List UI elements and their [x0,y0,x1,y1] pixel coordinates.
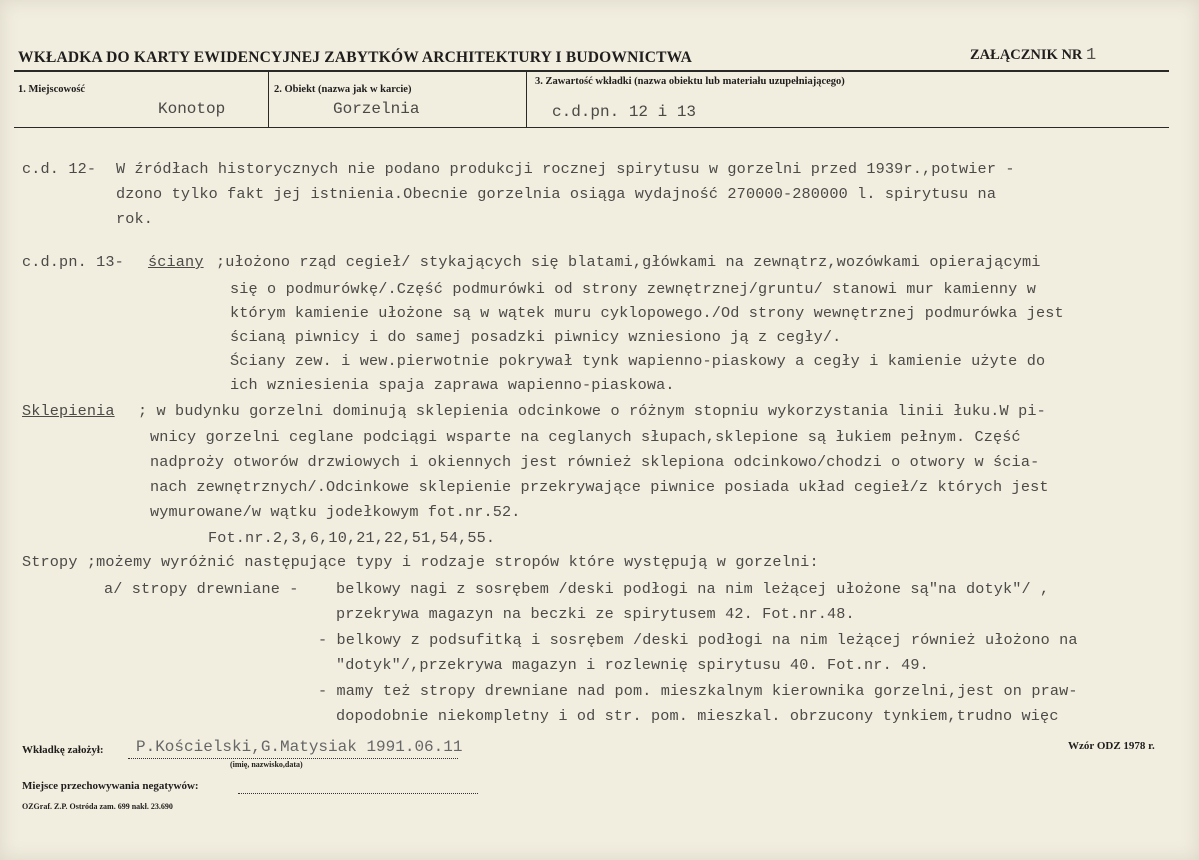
text-line: W źródłach historycznych nie podano produkcji rocznej spirytusu w gorzelni przed 1939r.,potwier - [116,160,1015,178]
contents-value: c.d.pn. 12 i 13 [552,103,697,121]
object-label: 2. Obiekt (nazwa jak w karcie) [274,84,412,95]
text-line: "dotyk"/,przekrywa magazyn i rozlewnię spirytusu 40. Fot.nr. 49. [336,656,929,674]
prepared-by-label: Wkładkę założył: [22,744,104,756]
object-value: Gorzelnia [333,100,420,118]
negatives-storage-dotted-line [238,793,478,794]
text-line: ; w budynku gorzelni dominują sklepienia odcinkowe o różnym stopniu wykorzystania linii łuku.W pi- [138,402,1046,420]
text-line: ich wzniesienia spaja zaprawa wapienno-piaskowa. [230,376,675,394]
list-marker-a: a/ stropy drewniane - [104,580,299,598]
text-line: wnicy gorzelni ceglane podciągi wsparte na ceglanych słupach,sklepione są łukiem pełnym. Część [150,428,1021,446]
annex-label-text: ZAŁĄCZNIK NR [970,47,1083,63]
ref-cd-12: c.d. 12- [22,160,97,178]
text-line: - belkowy z podsufitką i sosrębem /deski podłogi na nim leżącej również ułożono na [318,631,1078,649]
text-line: się o podmurówkę/.Część podmurówki od strony zewnętrznej/gruntu/ stanowi mur kamienny w [230,280,1036,298]
annex-number: 1 [1086,46,1097,65]
text-line: nadproży otworów drzwiowych i okiennych jest również sklepiona odcinkowo/chodzi o otwory w ścia- [150,453,1040,471]
field-divider-2 [526,72,527,128]
form-title: WKŁADKA DO KARTY EWIDENCYJNEJ ZABYTKÓW ARCHITEKTURY I BUDOWNICTWA [18,49,693,66]
heading-stropy: Stropy ;możemy wyróżnić następujące typy i rodzaje stropów które występują w gorzelni: [22,553,819,571]
text-line: ścianą piwnicy i do samej posadzki piwnicy wzniesiono ją z cegły/. [230,328,842,346]
form-version: Wzór ODZ 1978 r. [1068,740,1155,752]
ref-cd-pn-13: c.d.pn. 13- [22,253,124,271]
contents-label: 3. Zawartość wkładki (nazwa obiektu lub materiału uzupełniającego) [535,76,845,87]
header-rule [14,70,1169,72]
negatives-storage-label: Miejsce przechowywania negatywów: [22,780,199,792]
heading-sklepienia: Sklepienia [22,402,115,420]
text-line: którym kamienie ułożone są w wątek muru cyklopowego./Od strony wewnętrznej podmurówka jest [230,304,1064,322]
text-line: dopodobnie niekompletny i od str. pom. mieszkal. obrzucony tynkiem,trudno więc [336,707,1059,725]
locality-value: Konotop [158,100,226,118]
text-line: belkowy nagi z sosrębem /deski podłogi na nim leżącej ułożone są"na dotyk"/ , [336,580,1050,598]
prepared-by-dotted-line [128,758,458,759]
field-divider-1 [268,72,269,128]
text-line: rok. [116,210,154,228]
heading-sciany: ściany [148,253,204,271]
text-line: dzono tylko fakt jej istnienia.Obecnie gorzelnia osiąga wydajność 270000-280000 l. spirytusu na [116,185,997,203]
prepared-by-value: P.Kościelski,G.Matysiak 1991.06.11 [136,738,463,756]
text-line: wymurowane/w wątku jodełkowym fot.nr.52. [150,503,521,521]
annex-label [970,46,1096,65]
fields-rule [14,127,1169,128]
text-line: nach zewnętrznych/.Odcinkowe sklepienie przekrywające piwnice posiada układ cegieł/z których jest [150,478,1049,496]
prepared-by-hint: (imię, nazwisko,data) [230,760,303,769]
text-line: - mamy też stropy drewniane nad pom. mieszkalnym kierownika gorzelni,jest on praw- [318,682,1078,700]
text-line: przekrywa magazyn na beczki ze spirytusem 42. Fot.nr.48. [336,605,855,623]
text-line: ;ułożono rząd cegieł/ stykających się blatami,główkami na zewnątrz,wozówkami opierającymi [216,253,1041,271]
printer-info: OZGraf. Z.P. Ostróda zam. 699 nakł. 23.690 [22,802,173,811]
text-line: Ściany zew. i wew.pierwotnie pokrywał tynk wapienno-piaskowy a cegły i kamienie użyte do [230,352,1046,370]
locality-label: 1. Miejscowość [18,84,86,95]
photo-numbers: Fot.nr.2,3,6,10,21,22,51,54,55. [208,529,496,547]
